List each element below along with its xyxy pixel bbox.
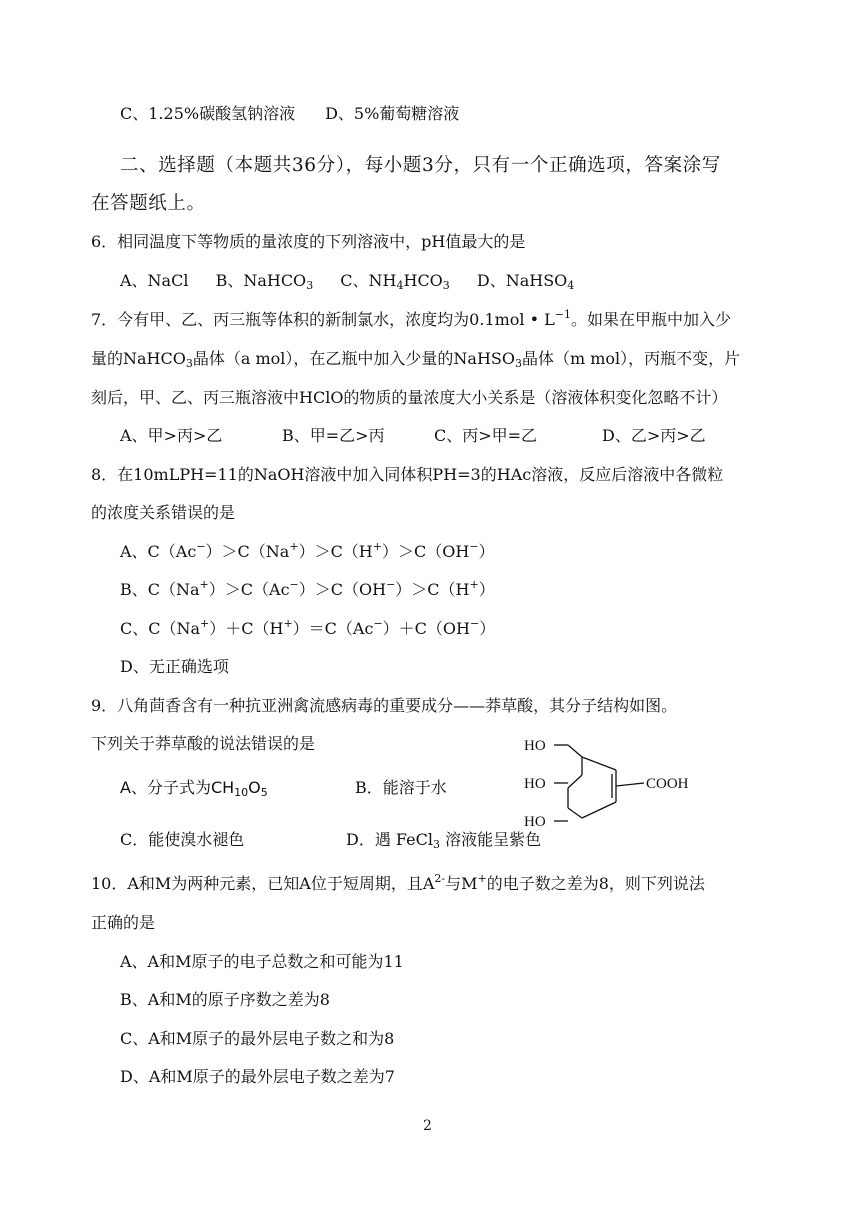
q7-stem-line1: 7．今有甲、乙、丙三瓶等体积的新制氯水，浓度均为0.1mol • $L^{-1}$。如果在甲瓶中加入少: [91, 308, 732, 329]
q8-option-d: D、无正确选项: [120, 657, 229, 676]
q6-option-c: C、$NH_4HCO_3$: [340, 271, 450, 292]
q5-option-d: D、5%葡萄糖溶液: [325, 104, 460, 123]
q8-option-b: B、C（Na+）＞C（Ac−）＞C（OH−）＞C（H+）: [120, 578, 495, 599]
structure-ho-top: HO: [524, 738, 546, 754]
q6-options: [120, 271, 574, 291]
q9-option-b: B．能溶于水: [355, 778, 447, 797]
q7-stem-line3: 刻后，甲、乙、丙三瓶溶液中HClO的物质的量浓度大小关系是（溶液体积变化忽略不计）: [91, 388, 728, 407]
q8-stem-line1: 8．在10mLPH=11的NaOH溶液中加入同体积PH=3的HAc溶液，反应后溶液中各微粒: [91, 465, 724, 484]
q10-stem-line2: 正确的是: [91, 913, 156, 932]
q7-stem-line2: 量的NaHCO$_3$晶体（a mol），在乙瓶中加入少量的NaHSO$_3$晶体（m mol），丙瓶不变，片: [91, 349, 741, 370]
section-heading-cont: 在答题纸上。: [91, 193, 206, 214]
structure-ring: [554, 745, 644, 821]
q10-option-c: C、A和M原子的最外层电子数之和为8: [120, 1029, 395, 1048]
q5-options: [120, 104, 459, 124]
q8-stem-line2: 的浓度关系错误的是: [91, 503, 236, 522]
q7-option-a: A、甲>丙>乙: [120, 426, 223, 445]
q5-option-c: C、1.25%碳酸氢钠溶液: [120, 104, 296, 123]
structure-ho-middle: HO: [524, 776, 546, 792]
q10-stem-line1: 10．A和M为两种元素，已知A位于短周期，且$A^{2-}$与M+的电子数之差为8，则下列说法: [91, 872, 705, 893]
section-heading: 二、选择题（本题共36分），每小题3分，只有一个正确选项，答案涂写: [120, 155, 721, 176]
page-number: 2: [423, 1118, 432, 1134]
q6-option-a: A、NaCl: [120, 271, 189, 290]
q7-option-c: C、丙>甲=乙: [434, 426, 538, 445]
q10-option-a: A、A和M原子的电子总数之和可能为11: [120, 952, 404, 971]
q7-options: [120, 426, 706, 446]
q9-stem-line2: 下列关于莽草酸的说法错误的是: [91, 734, 316, 753]
shikimic-acid-structure: [520, 730, 700, 840]
q9-stem-line1: 9．八角茴香含有一种抗亚洲禽流感病毒的重要成分——莽草酸，其分子结构如图。: [91, 696, 678, 715]
q6-option-d: D、NaHSO$_4$: [476, 271, 575, 292]
q9-option-d: D．遇 FeCl$_3$ 溶液能呈紫色: [346, 830, 542, 851]
q9-option-a: A、分子式为$CH_{10}O_5$: [120, 778, 268, 799]
q7-option-d: D、乙>丙>乙: [602, 426, 706, 445]
q10-option-b: B、A和M的原子序数之差为8: [120, 990, 330, 1009]
q8-option-c: C、C（Na+）＋C（H+）＝C（Ac−）＋C（OH−）: [120, 617, 496, 638]
q8-option-a: A、C（Ac−）＞C（Na+）＞C（H+）＞C（OH−）: [120, 540, 495, 561]
q6-stem: 6．相同温度下等物质的量浓度的下列溶液中，pH值最大的是: [91, 232, 526, 251]
structure-cooh: COOH: [646, 776, 689, 792]
q7-option-b: B、甲=乙>丙: [282, 426, 385, 445]
q9-option-c: C．能使溴水褪色: [120, 830, 245, 849]
structure-ho-bottom: HO: [524, 814, 546, 830]
q6-option-b: B、NaHCO$_3$: [215, 271, 314, 292]
q10-option-d: D、A和M原子的最外层电子数之差为7: [120, 1067, 395, 1086]
